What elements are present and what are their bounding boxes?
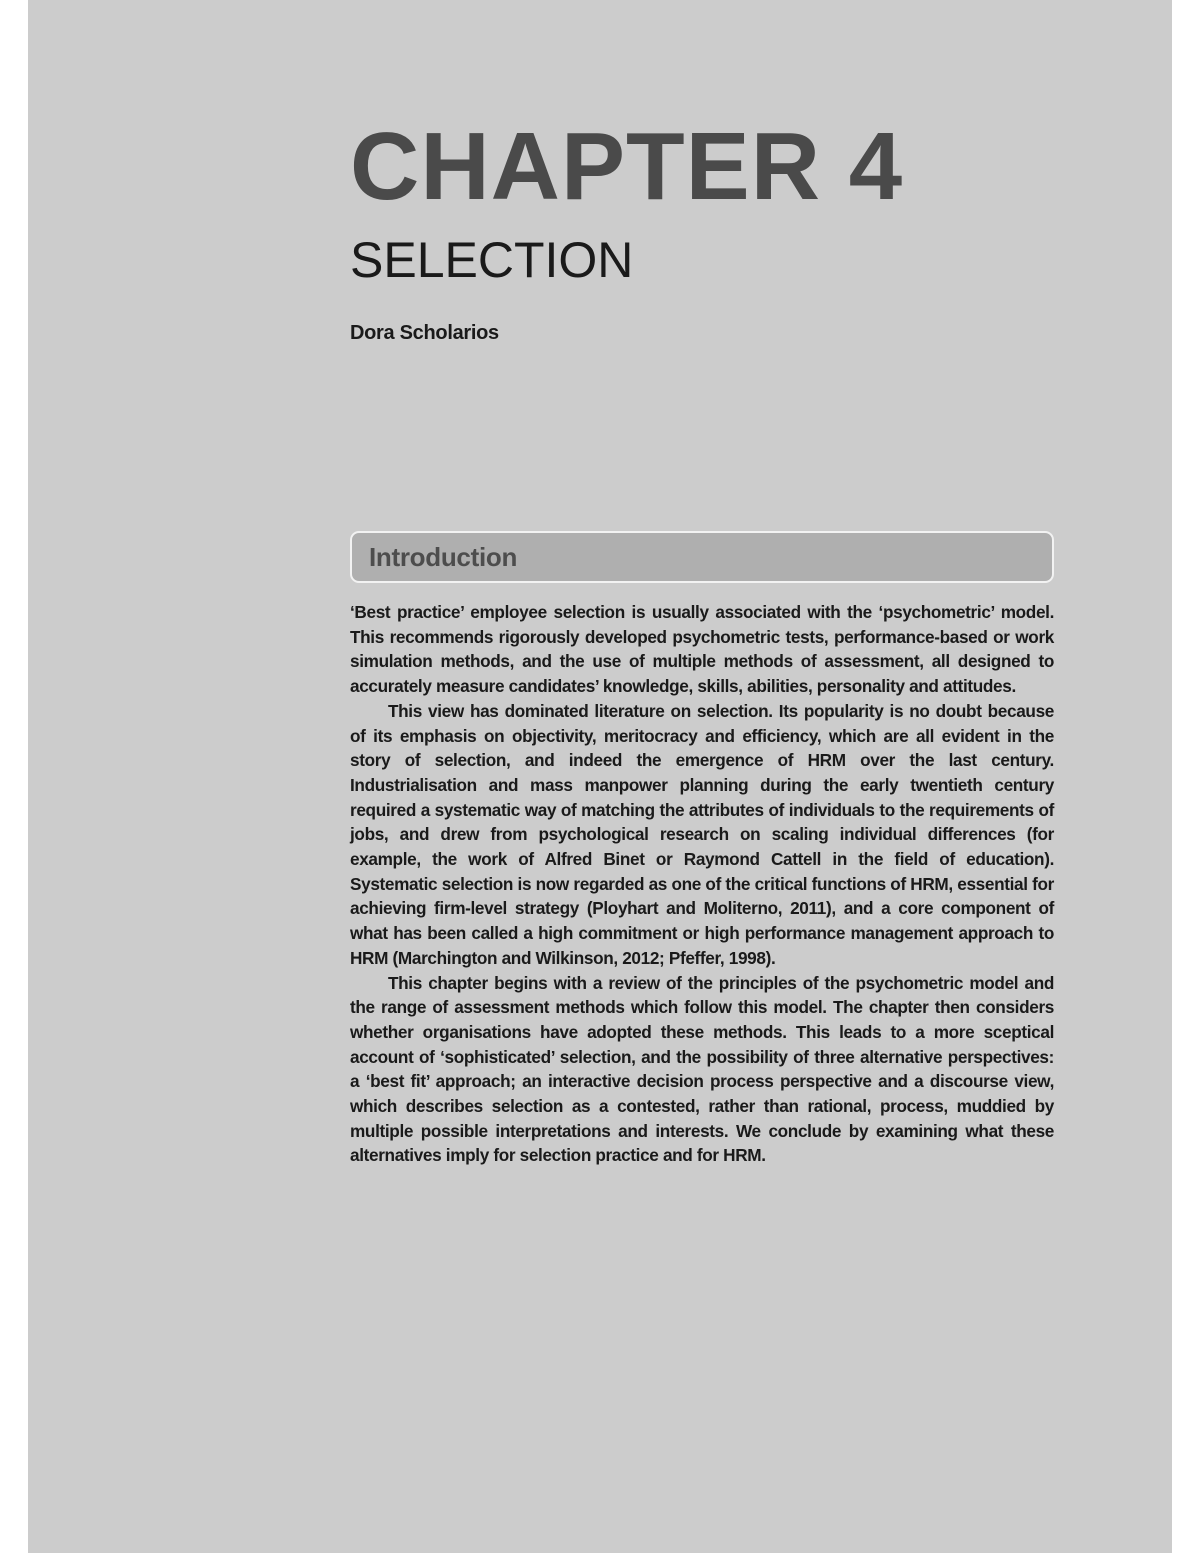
document-page bbox=[28, 0, 1172, 1553]
paragraph: This chapter begins with a review of the principles of the psychometric model and the range of assessment methods which follow this model. The chapter then considers whether organisations have adopted these methods. This leads to a more sceptical account of ‘sophisticated’ selection, and the possibility of three alternative perspectives: a ‘best fit’ approach; an interactive decision process perspective and a discourse view, which describes selection as a contested, rather than rational, process, muddied by multiple possible interpretations and interests. We conclude by examining what these alternatives imply for selection practice and for HRM. bbox=[350, 972, 1054, 1166]
chapter-number: CHAPTER 4 bbox=[350, 113, 904, 220]
paragraph: This view has dominated literature on selection. Its popularity is no doubt because of its emphasis on objectivity, meritocracy and efficiency, which are all evident in the story of selection, and indeed the emergence of HRM over the last century. Industrialisation and mass manpower planning during the early twentieth century required a systematic way of matching the attributes of individuals to the requirements of jobs, and drew from psychological research on scaling individual differences (for example, the work of Alfred Binet or Raymond Cattell in the field of education). Systematic selection is now regarded as one of the critical functions of HRM, essential for achieving firm-level strategy (Ployhart and Moliterno, 2011), and a core component of what has been called a high commitment or high performance management approach to HRM (Marchington and Wilkinson, 2012; Pfeffer, 1998). bbox=[350, 700, 1054, 968]
chapter-title: SELECTION bbox=[350, 232, 634, 288]
paragraph: ‘Best practice’ employee selection is usually associated with the ‘psychometric’ model. This recommends rigorously developed psychometric tests, performance-based or work simulation methods, and the use of multiple methods of assessment, all designed to accurately measure candidates’ knowledge, skills, abilities, personality and attitudes. bbox=[350, 602, 1054, 697]
section-heading: Introduction bbox=[369, 542, 518, 572]
body-text bbox=[350, 600, 1054, 1168]
author-name: Dora Scholarios bbox=[350, 322, 499, 344]
section-heading-box bbox=[350, 531, 1054, 583]
